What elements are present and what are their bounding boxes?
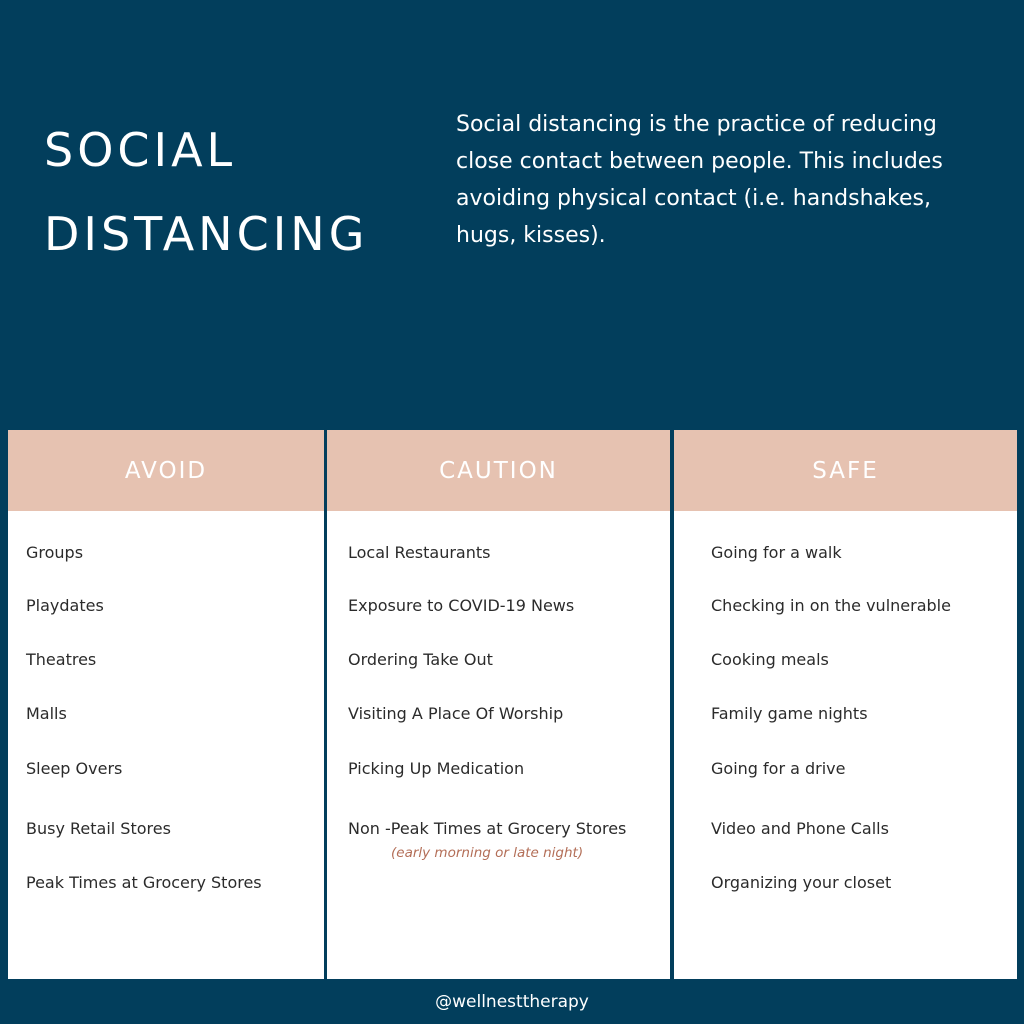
safe-header: SAFE [674, 430, 1017, 511]
list-item: Going for a drive [711, 759, 846, 778]
safe-column [674, 430, 1017, 979]
list-item: Exposure to COVID-19 News [348, 596, 575, 615]
list-item: Playdates [26, 596, 104, 615]
list-item: Busy Retail Stores [26, 819, 171, 838]
list-item: Picking Up Medication [348, 759, 525, 778]
list-item: Peak Times at Grocery Stores [26, 873, 262, 892]
title-line-2: DISTANCING [44, 207, 369, 261]
intro-text: Social distancing is the practice of reducing close contact between people. This includes avoiding physical contact (i.e. handshakes, hugs, kisses). [456, 112, 943, 248]
social-handle: @wellnesttherapy [435, 992, 589, 1012]
list-item: Local Restaurants [348, 543, 491, 562]
list-item: Non -Peak Times at Grocery Stores [348, 819, 627, 838]
avoid-header: AVOID [8, 430, 324, 511]
page-title [44, 108, 368, 276]
grocery-time-note: (early morning or late night) [391, 845, 584, 861]
list-item: Going for a walk [711, 543, 842, 562]
list-item: Sleep Overs [26, 759, 123, 778]
list-item: Organizing your closet [711, 873, 892, 892]
list-item: Visiting A Place Of Worship [348, 704, 564, 723]
list-item: Groups [26, 543, 84, 562]
avoid-column [8, 430, 324, 979]
list-item: Theatres [26, 650, 97, 669]
title-line-1: SOCIAL [44, 123, 237, 177]
list-item: Malls [26, 704, 67, 723]
list-item: Family game nights [711, 704, 868, 723]
list-item: Video and Phone Calls [711, 819, 889, 838]
caution-column [327, 430, 670, 979]
list-item: Checking in on the vulnerable [711, 596, 951, 615]
list-item: Cooking meals [711, 650, 829, 669]
caution-header: CAUTION [327, 430, 670, 511]
list-item: Ordering Take Out [348, 650, 493, 669]
